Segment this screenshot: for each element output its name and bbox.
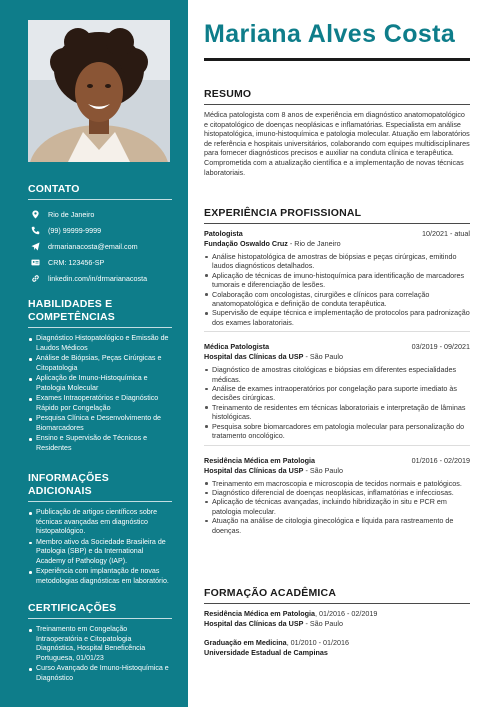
job-role: Médica Patologista — [204, 342, 270, 352]
job-bullet: Aplicação de técnicas de imuno-histoquímica para identificação de marcadores tumorais e diferenciação de lesões. — [204, 271, 470, 290]
job-bullet: Supervisão de equipe técnica e implementação de protocolos para padronização dos exames laboratoriais. — [204, 308, 470, 327]
job-bullet: Análise de exames intraoperatórios por congelação para suporte imediato às decisões cirúrgicas. — [204, 384, 470, 403]
skill-item: Exames Intraoperatórios e Diagnóstico Rápido por Congelação — [28, 394, 172, 413]
education-degree: Residência Médica em Patologia — [204, 609, 316, 618]
summary-title: RESUMO — [204, 88, 470, 105]
certification-item: Curso Avançado de Imuno-Histoquímica e Diagnóstico — [28, 664, 172, 683]
paper-plane-icon — [28, 242, 42, 251]
contact-email[interactable] — [28, 238, 172, 254]
education-location: - São Paulo — [303, 619, 344, 628]
job-entry — [204, 229, 470, 332]
additional-title: INFORMAÇÕES ADICIONAIS — [28, 472, 172, 502]
contact-phone-text: (99) 99999-9999 — [48, 225, 102, 235]
skill-item: Diagnóstico Histopatológico e Emissão de Laudos Médicos — [28, 334, 172, 353]
additional-section — [28, 472, 172, 587]
contact-crm-text: CRM: 123456-SP — [48, 257, 105, 267]
additional-item: Publicação de artigos científicos sobre técnicas avançadas em diagnóstico histopatológico. — [28, 508, 172, 537]
id-card-icon — [28, 258, 42, 267]
education-dates: , 01/2016 - 02/2019 — [315, 609, 378, 618]
job-bullet: Pesquisa sobre biomarcadores em patologia molecular para personalização do tratamento oncológico. — [204, 422, 470, 441]
contact-location-text: Rio de Janeiro — [48, 209, 95, 219]
additional-list — [28, 508, 172, 587]
job-dates: 01/2016 - 02/2019 — [411, 455, 470, 465]
job-bullet: Treinamento em macroscopia e microscopia de tecidos normais e patológicos. — [204, 479, 470, 488]
job-bullet: Colaboração com oncologistas, cirurgiões e clínicos para correlação anatomopatológica e definição de conduta terapêutica. — [204, 290, 470, 309]
job-dates: 03/2019 - 09/2021 — [411, 342, 470, 352]
experience-section — [204, 207, 470, 545]
education-entry — [204, 638, 470, 658]
contact-phone — [28, 222, 172, 238]
job-entry — [204, 342, 470, 445]
job-role: Residência Médica em Patologia — [204, 455, 316, 465]
contact-title: CONTATO — [28, 183, 172, 200]
sidebar — [0, 0, 188, 707]
job-org: Hospital das Clínicas da USP — [204, 465, 304, 475]
job-org: Hospital das Clínicas da USP — [204, 352, 304, 362]
education-section — [204, 587, 470, 667]
skill-item: Ensino e Supervisão de Técnicos e Residentes — [28, 434, 172, 453]
job-divider — [204, 331, 470, 332]
skills-list — [28, 334, 172, 453]
profile-photo — [28, 20, 170, 162]
job-bullets — [204, 365, 470, 440]
education-school: Hospital das Clínicas da USP — [204, 619, 304, 628]
skill-item: Pesquisa Clínica e Desenvolvimento de Biomarcadores — [28, 414, 172, 433]
certifications-section — [28, 602, 172, 684]
contact-email-text[interactable]: drmarianacosta@email.com — [48, 241, 138, 251]
name-divider — [204, 58, 470, 61]
job-bullets — [204, 252, 470, 327]
contact-linkedin[interactable] — [28, 270, 172, 286]
certification-item: Treinamento em Congelação Intraoperatória e Citopatologia Diagnóstica, Hospital Beneficência Portuguesa, 01/01/23 — [28, 625, 172, 664]
summary-section — [204, 88, 470, 177]
job-bullet: Atuação na análise de citologia ginecológica e líquida para rastreamento de doenças. — [204, 516, 470, 535]
summary-text: Médica patologista com 8 anos de experiência em diagnóstico anatomopatológico e citopatológico de doenças neoplásicas e inflamatórias. Especialista em análise histopatológica, imuno-histoquímica e patologia molecular. Atuação em laboratórios de referência e hospitais universitários, colaborando com equipes multidisciplinares para fornecer diagnósticos precisos e auxiliar na conduta clínica e terapêutica. Comprometida com a atualização científica e a implementação de novas técnicas laboratoriais. — [204, 110, 470, 177]
education-entry — [204, 609, 470, 629]
job-bullets — [204, 479, 470, 535]
skills-title: HABILIDADES E COMPETÊNCIAS — [28, 298, 172, 328]
contact-crm — [28, 254, 172, 270]
additional-item: Membro ativo da Sociedade Brasileira de Patologia (SBP) e da International Academy of Pathology (IAP). — [28, 538, 172, 567]
education-degree: Graduação em Medicina — [204, 638, 287, 647]
education-school: Universidade Estadual de Campinas — [204, 648, 328, 657]
job-location: - São Paulo — [303, 352, 344, 362]
contact-location — [28, 206, 172, 222]
job-location: - São Paulo — [303, 465, 344, 475]
job-org: Fundação Oswaldo Cruz — [204, 239, 288, 248]
job-bullet: Aplicação de técnicas avançadas, incluindo hibridização in situ e PCR em patologia molecular. — [204, 497, 470, 516]
skill-item: Análise de Biópsias, Peças Cirúrgicas e Citopatologia — [28, 354, 172, 373]
phone-icon — [28, 226, 42, 235]
skill-item: Aplicação de Imuno-Histoquímica e Patologia Molecular — [28, 374, 172, 393]
candidate-name: Mariana Alves Costa — [204, 20, 456, 48]
portrait-image — [28, 20, 170, 162]
job-location: - Rio de Janeiro — [287, 239, 341, 248]
certifications-list — [28, 625, 172, 684]
education-title: FORMAÇÃO ACADÊMICA — [204, 587, 470, 604]
job-divider — [204, 445, 470, 446]
skills-section — [28, 298, 172, 454]
job-bullet: Análise histopatológica de amostras de biópsias e peças cirúrgicas, emitindo laudos diagnósticos detalhados. — [204, 252, 470, 271]
job-role: Patologista — [204, 229, 243, 238]
education-dates: , 01/2010 - 01/2016 — [286, 638, 350, 647]
job-entry — [204, 456, 470, 535]
certifications-title: CERTIFICAÇÕES — [28, 602, 172, 619]
additional-item: Experiência com implantação de novas metodologias diagnósticas em laboratório. — [28, 567, 172, 586]
job-dates: 10/2021 - atual — [422, 229, 470, 238]
link-icon — [28, 274, 42, 283]
contact-linkedin-text[interactable]: linkedin.com/in/drmarianacosta — [48, 273, 148, 283]
experience-title: EXPERIÊNCIA PROFISSIONAL — [204, 207, 470, 224]
job-bullet: Diagnóstico diferencial de doenças neoplásicas, inflamatórias e infecciosas. — [204, 488, 470, 497]
contact-section — [28, 183, 172, 286]
location-pin-icon — [28, 210, 42, 219]
job-bullet: Treinamento de residentes em técnicas laboratoriais e interpretação de lâminas histológicas. — [204, 403, 470, 422]
job-bullet: Diagnóstico de amostras citológicas e biópsias em diferentes especialidades médicas. — [204, 365, 470, 384]
